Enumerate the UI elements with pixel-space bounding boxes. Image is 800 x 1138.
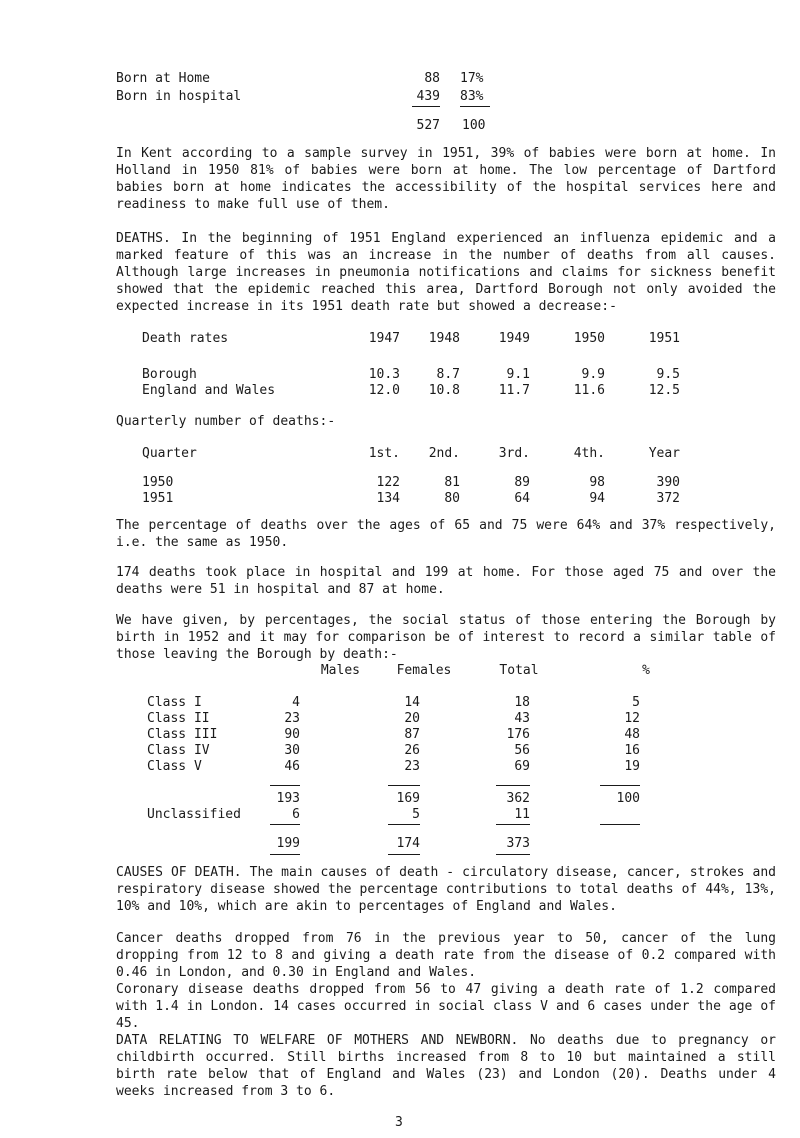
header-cell: Females [396,663,452,678]
cell: 94 [589,491,605,506]
cell: 23 [284,711,300,726]
cell: 19 [624,759,640,774]
subtotal-cell: 362 [506,791,530,806]
underline [388,824,420,825]
underline [270,854,300,855]
header-cell: Total [499,663,539,678]
paragraph-coronary: Coronary disease deaths dropped from 56 to 47 giving a death rate of 1.2 compared with 1.4 in London. 14 cases occurred in social class V and 6 cases under the age of 45. [116,982,776,1031]
header-cell: Death rates [142,331,229,346]
underline [600,824,640,825]
underline [496,854,530,855]
row-label: Class V [147,759,202,774]
underline [270,785,300,786]
cell: 10.8 [428,383,460,398]
paragraph-welfare: DATA RELATING TO WELFARE OF MOTHERS AND NEWBORN. No deaths due to pregnancy or childbirth occurred. Still births increased from 8 to 10 but maintained a still birth rate below that of England and Wales (23) and London (20). Deaths under 4 weeks increased from 3 to 6. [116,1033,776,1099]
cell: 12.5 [648,383,680,398]
cell: 16 [624,743,640,758]
row-label: Born in hospital [116,89,242,104]
cell: 81 [444,475,460,490]
row-label: Born at Home [116,71,210,86]
underline [460,106,490,107]
quarterly-title: Quarterly number of deaths:- [116,414,336,429]
cell: 56 [514,743,530,758]
paragraph-percentage: The percentage of deaths over the ages of 65 and 75 were 64% and 37% respectively, i.e. the same as 1950. [116,518,776,550]
cell: 26 [404,743,420,758]
subtotal-cell: 100 [616,791,640,806]
header-cell: 1947 [368,331,400,346]
cell: 11 [514,807,530,822]
cell: 23 [404,759,420,774]
row-pct: 17% [460,71,484,86]
row-count: 439 [416,89,440,104]
row-label: Class I [147,695,202,710]
underline [388,854,420,855]
cell: 12.0 [368,383,400,398]
header-cell: 2nd. [428,446,460,461]
paragraph-hospital: 174 deaths took place in hospital and 199 at home. For those aged 75 and over the deaths were 51 in hospital and 87 at home. [116,565,776,597]
cell: 18 [514,695,530,710]
cell: 4 [292,695,300,710]
total-cell: 199 [276,836,300,851]
paragraph-cancer: Cancer deaths dropped from 76 in the previous year to 50, cancer of the lung dropping from 12 to 8 and giving a death rate from the disease of 0.2 compared with 0.46 in London, and 0.30 in England and Wales. [116,931,776,980]
cell: 98 [589,475,605,490]
cell: 11.6 [573,383,605,398]
cell: 69 [514,759,530,774]
cell: 390 [656,475,680,490]
underline [600,785,640,786]
total-count: 527 [416,118,440,133]
underline [496,824,530,825]
cell: 48 [624,727,640,742]
row-label: Unclassified [147,807,241,822]
header-cell: 3rd. [498,446,530,461]
row-label: Borough [142,367,197,382]
underline [412,106,440,107]
paragraph-causes: CAUSES OF DEATH. The main causes of death - circulatory disease, cancer, strokes and respiratory disease showed the percentage contributions to total deaths of 44%, 13%, 10% and 10%, which are akin to percentages of England and Wales. [116,865,776,914]
cell: 5 [632,695,640,710]
cell: 122 [376,475,400,490]
underline [388,785,420,786]
paragraph-births: In Kent according to a sample survey in 1951, 39% of babies were born at home. In Holland in 1950 81% of babies were born at home. The low percentage of Dartford babies born at home indicates the accessibility of the hospital services here and readiness to make full use of them. [116,146,776,212]
cell: 80 [444,491,460,506]
header-cell: Quarter [142,446,197,461]
underline [496,785,530,786]
cell: 64 [514,491,530,506]
row-pct: 83% [460,89,484,104]
header-cell: 1951 [648,331,680,346]
cell: 12 [624,711,640,726]
underline [270,824,300,825]
row-label: 1950 [142,475,174,490]
header-cell: 1950 [573,331,605,346]
cell: 6 [292,807,300,822]
cell: 9.5 [656,367,680,382]
cell: 372 [656,491,680,506]
subtotal-cell: 193 [276,791,300,806]
row-label: Class II [147,711,210,726]
cell: 9.1 [506,367,530,382]
cell: 10.3 [368,367,400,382]
header-cell: Year [648,446,680,461]
subtotal-cell: 169 [396,791,420,806]
total-cell: 174 [396,836,420,851]
cell: 90 [284,727,300,742]
cell: 134 [376,491,400,506]
row-count: 88 [424,71,440,86]
header-cell: Males [320,663,360,678]
cell: 8.7 [436,367,460,382]
cell: 43 [514,711,530,726]
cell: 11.7 [498,383,530,398]
header-cell: 4th. [573,446,605,461]
cell: 14 [404,695,420,710]
cell: 46 [284,759,300,774]
cell: 20 [404,711,420,726]
cell: 87 [404,727,420,742]
cell: 9.9 [581,367,605,382]
header-cell: 1948 [428,331,460,346]
row-label: 1951 [142,491,174,506]
total-pct: 100 [462,118,486,133]
header-cell: 1949 [498,331,530,346]
paragraph-social: We have given, by percentages, the social status of those entering the Borough by birth in 1952 and it may for comparison be of interest to record a similar table of those leaving the Borough by death:- [116,613,776,662]
cell: 89 [514,475,530,490]
row-label: England and Wales [142,383,276,398]
row-label: Class III [147,727,218,742]
row-label: Class IV [147,743,210,758]
cell: 176 [506,727,530,742]
page-number: 3 [395,1115,403,1130]
total-cell: 373 [506,836,530,851]
header-cell: % [642,663,650,678]
header-cell: 1st. [368,446,400,461]
cell: 5 [412,807,420,822]
paragraph-deaths: DEATHS. In the beginning of 1951 England experienced an influenza epidemic and a marked feature of this was an increase in the number of deaths from all causes. Although large increases in pneumonia notifications and claims for sickness benefit showed that the epidemic reached this area, Dartford Borough not only avoided the expected increase in its 1951 death rate but showed a decrease:- [116,231,776,314]
cell: 30 [284,743,300,758]
